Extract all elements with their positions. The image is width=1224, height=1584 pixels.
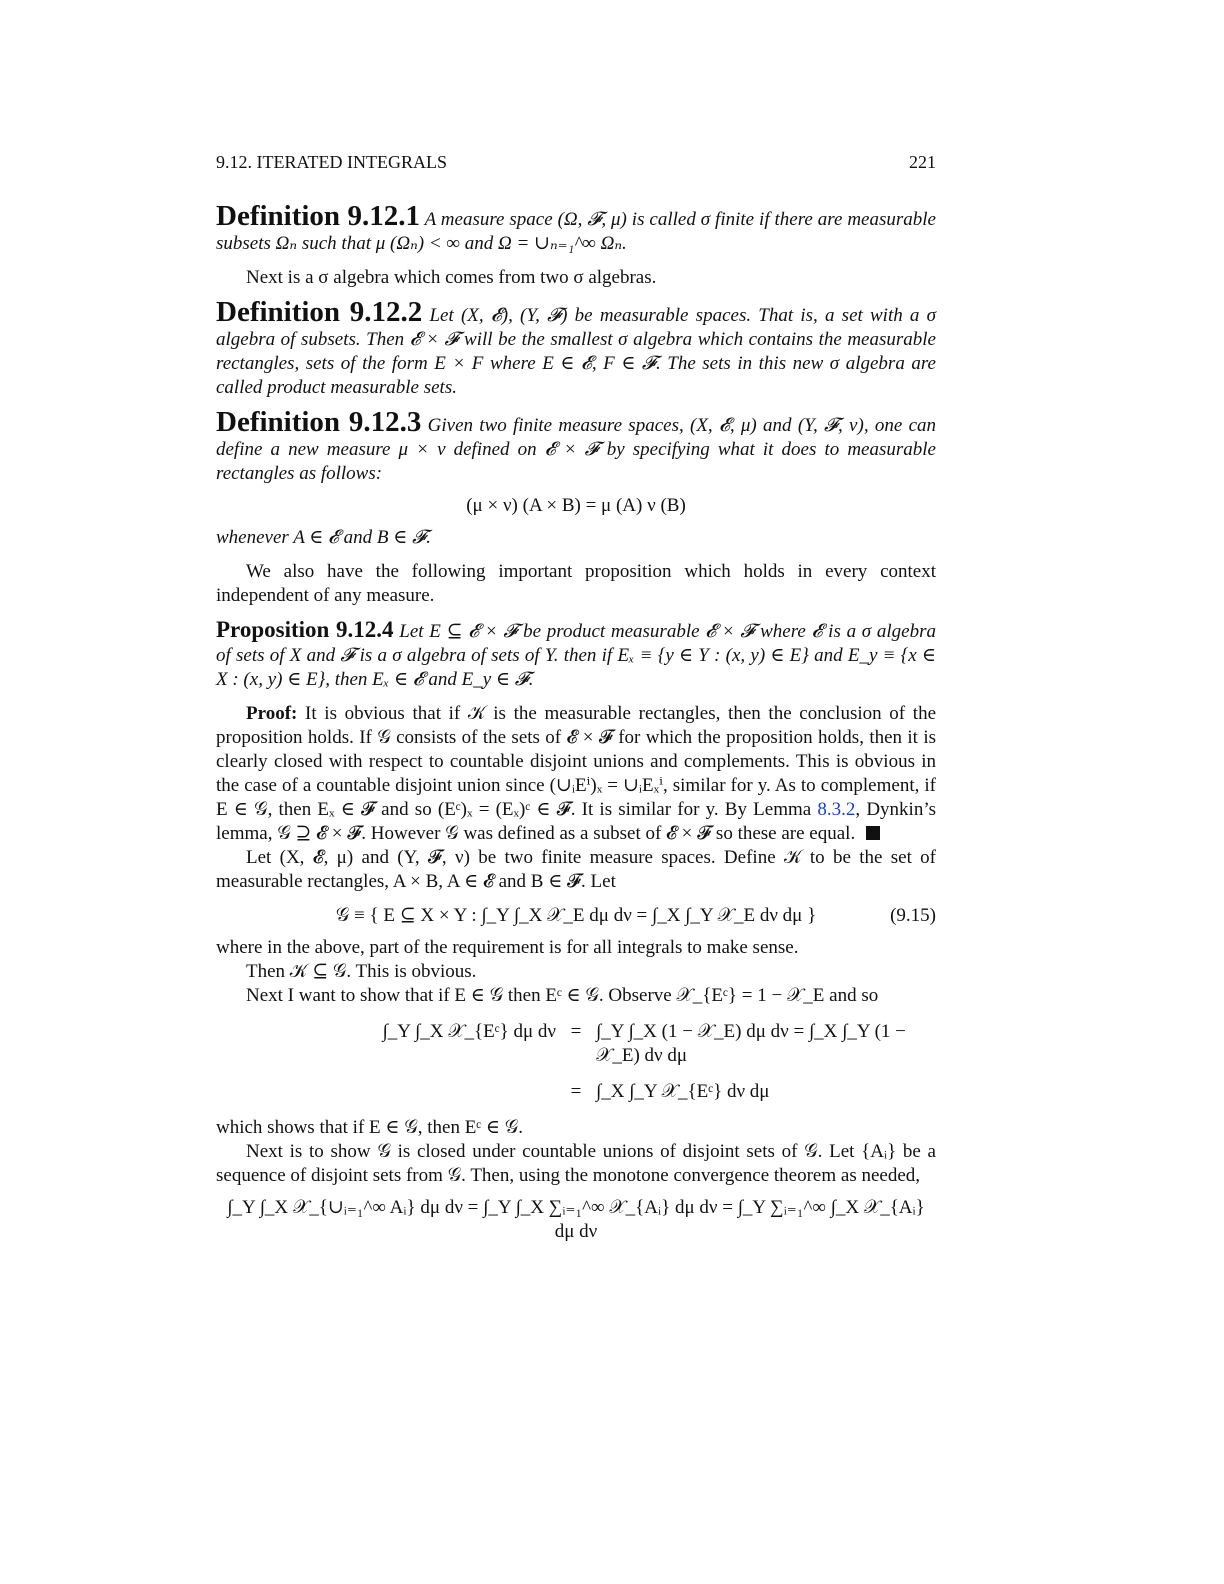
equation-last: ∫_Y ∫_X 𝒳_{∪ᵢ₌₁^∞ Aᵢ} dμ dν = ∫_Y ∫_X ∑ᵢ₌₁^∞ 𝒳_{Aᵢ} dμ dν = ∫_Y ∑ᵢ₌₁^∞ ∫_X 𝒳_{Aᵢ} dμ dν <box>227 1197 925 1242</box>
paragraph-complement: Next I want to show that if E ∈ 𝒢 then Eᶜ ∈ 𝒢. Observe 𝒳_{Eᶜ} = 1 − 𝒳_E and so <box>246 985 879 1006</box>
definition-2-title: Definition 9.12.2 <box>216 296 423 328</box>
proof-text-b: , Dynkin’s lemma, 𝒢 ⊇ 𝓔 × 𝓕. However 𝒢 was defined as a subset of 𝓔 × 𝓕 so these are equal. <box>216 799 936 844</box>
paragraph-define-k: Let (X, 𝓔, μ) and (Y, 𝓕, ν) be two finite measure spaces. Define 𝒦 to be the set of measurable rectangles, A × B, A ∈ 𝓔 and B ∈ 𝓕. Let <box>216 847 936 892</box>
aligned-equations <box>216 1020 936 1104</box>
proposition <box>216 618 936 692</box>
definition-2 <box>216 296 936 400</box>
definition-1-title: Definition 9.12.1 <box>216 200 420 232</box>
paragraph-context: We also have the following important proposition which holds in every context independent of any measure. <box>216 561 936 606</box>
align-row1-rhs: ∫_Y ∫_X (1 − 𝒳_E) dμ dν = ∫_X ∫_Y (1 − 𝒳_E) dν dμ <box>596 1021 906 1066</box>
proposition-text: Let E ⊆ 𝓔 × 𝓕 be product measurable 𝓔 × 𝓕 where 𝓔 is a σ algebra of sets of X and 𝓕 is a σ algebra of sets of Y. then if Eₓ ≡ {y ∈ Y : (x, y) ∈ E} and E_y ≡ {x ∈ X : (x, y) ∈ E}, then Eₓ ∈ 𝓔 and E_y ∈ 𝓕. <box>216 621 936 690</box>
paragraph-requirement: where in the above, part of the requirement is for all integrals to make sense. <box>216 937 799 958</box>
equation-number: (9.15) <box>890 905 936 926</box>
page-number: 221 <box>909 152 936 172</box>
proof-text-a: It is obvious that if 𝒦 is the measurable rectangles, then the conclusion of the proposition holds. If 𝒢 consists of the sets of 𝓔 × 𝓕 for which the proposition holds, then it is clearly closed with respect to countable disjoint unions and complements. This is obvious in the case of a countable disjoint union since (∪ᵢEⁱ)ₓ = ∪ᵢEₓⁱ, similar for y. As to complement, if E ∈ 𝒢, then Eₓ ∈ 𝓕 and so (Eᶜ)ₓ = (Eₓ)ᶜ ∈ 𝓕. It is similar for y. By Lemma <box>216 703 937 820</box>
lemma-link[interactable]: 8.3.2 <box>817 799 856 820</box>
align-row1-rel: = <box>570 1021 582 1042</box>
equation-9-15-formula: 𝒢 ≡ { E ⊆ X × Y : ∫_Y ∫_X 𝒳_E dμ dν = ∫_X ∫_Y 𝒳_E dν dμ } <box>335 905 817 926</box>
align-row2-lhs <box>216 1080 556 1104</box>
equation-9-15 <box>216 904 936 928</box>
definition-3-text: Given two finite measure spaces, (X, 𝓔, μ) and (Y, 𝓕, ν), one can define a new measure μ × ν defined on 𝓔 × 𝓕 by specifying what it does to measurable rectangles as follows: <box>216 415 936 484</box>
qed-square-icon <box>866 826 880 840</box>
definition-3-title: Definition 9.12.3 <box>216 406 422 438</box>
align-row1-lhs: ∫_Y ∫_X 𝒳_{Eᶜ} dμ dν <box>382 1021 556 1042</box>
definition-3 <box>216 406 936 550</box>
align-row2-rel: = <box>570 1081 582 1102</box>
page <box>216 150 936 1252</box>
paragraph-shows: which shows that if E ∈ 𝒢, then Eᶜ ∈ 𝒢. <box>216 1117 524 1138</box>
definition-3-formula: (μ × ν) (A × B) = μ (A) ν (B) <box>466 495 686 516</box>
proposition-title: Proposition 9.12.4 <box>216 617 394 642</box>
align-row2-rhs: ∫_X ∫_Y 𝒳_{Eᶜ} dν dμ <box>596 1081 770 1102</box>
definition-3-after: whenever A ∈ 𝓔 and B ∈ 𝓕. <box>216 527 431 548</box>
proof <box>216 702 936 846</box>
proof-label: Proof: <box>246 703 298 724</box>
intro-paragraph: Next is a σ algebra which comes from two σ algebras. <box>246 267 657 288</box>
paragraph-countable-unions: Next is to show 𝒢 is closed under countable unions of disjoint sets of 𝒢. Let {Aᵢ} be a sequence of disjoint sets from 𝒢. Then, using the monotone convergence theorem as needed, <box>216 1141 936 1186</box>
section-title: 9.12. ITERATED INTEGRALS <box>216 152 447 172</box>
definition-2-text: Let (X, 𝓔), (Y, 𝓕) be measurable spaces. That is, a set with a σ algebra of subsets. Then 𝓔 × 𝓕 will be the smallest σ algebra which contains the measurable rectangles, sets of the form E × F where E ∈ 𝓔, F ∈ 𝓕. The sets in this new σ algebra are called product measurable sets. <box>216 305 936 398</box>
running-head <box>216 150 936 174</box>
definition-1 <box>216 200 936 256</box>
definition-1-text: A measure space (Ω, 𝓕, μ) is called σ finite if there are measurable subsets Ωₙ such that μ (Ωₙ) < ∞ and Ω = ∪ₙ₌₁^∞ Ωₙ. <box>216 209 936 254</box>
paragraph-k-subset: Then 𝒦 ⊆ 𝒢. This is obvious. <box>246 961 477 982</box>
